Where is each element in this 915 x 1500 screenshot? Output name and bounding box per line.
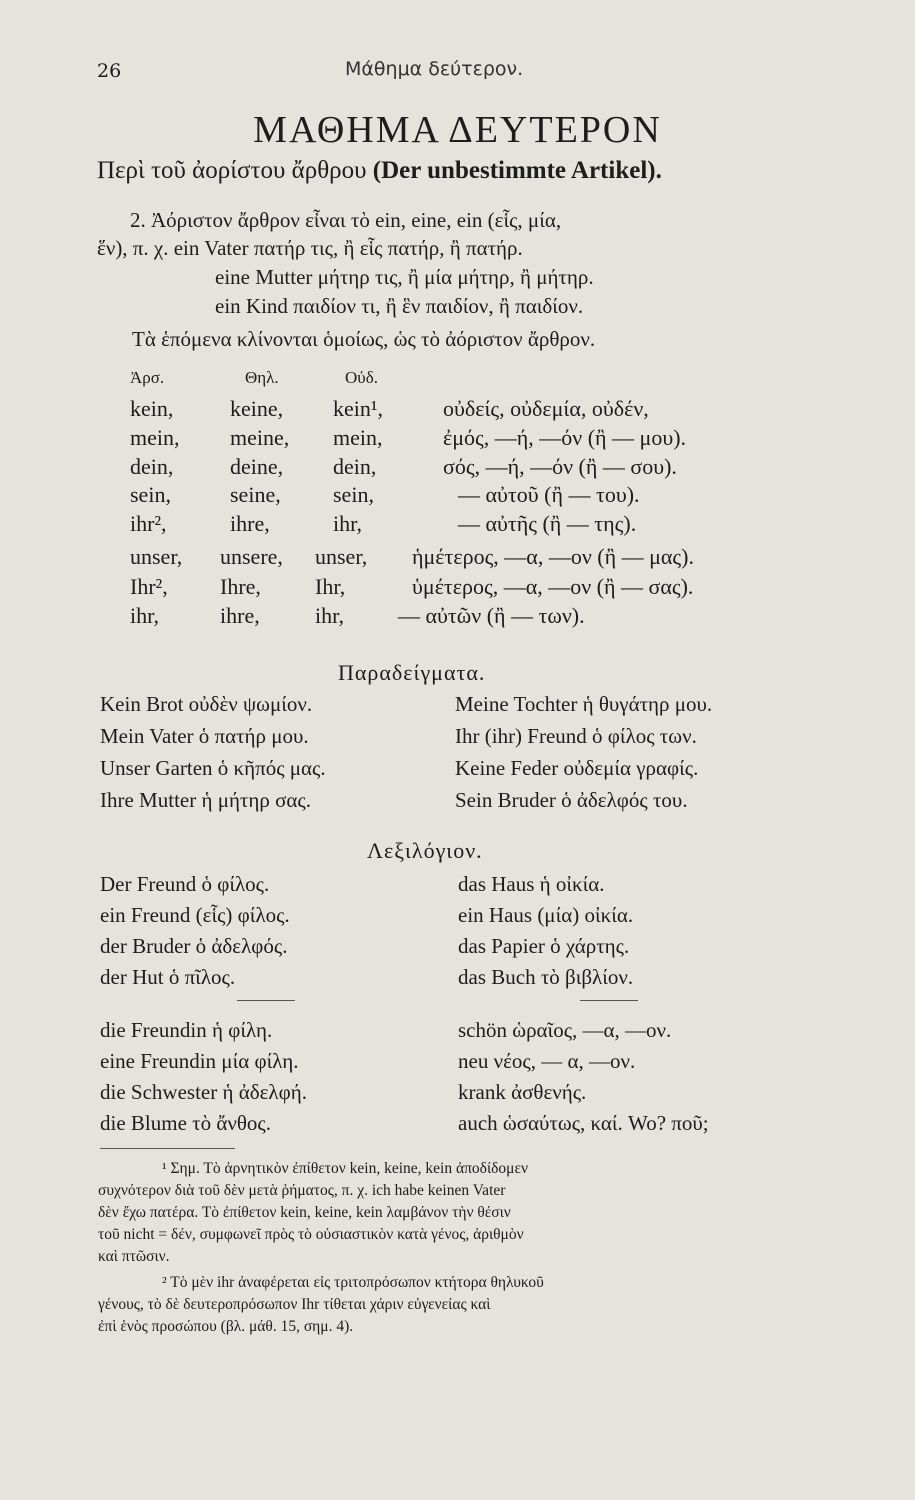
page-number: 26 — [97, 60, 122, 82]
example-right: Sein Bruder ὁ ἀδελφός του. — [455, 788, 688, 812]
vocab-divider — [237, 1000, 295, 1001]
vocab-left: der Bruder ὁ ἀδελφός. — [100, 934, 288, 958]
decl-m: dein, — [130, 454, 174, 479]
vocab-right: ein Haus (μία) οἰκία. — [458, 903, 634, 927]
lesson-title: ΜΑΘΗΜΑ ΔΕΥΤΕΡΟΝ — [253, 109, 662, 151]
subtitle-german: (Der unbestimmte Artikel). — [372, 157, 662, 184]
intro-line: 2. Ἀόριστον ἄρθρον εἶναι τὸ ein, eine, ein (εἷς, μία, — [130, 208, 562, 232]
decl-greek: ὑμέτερος, —α, —ον (ἢ — σας). — [412, 574, 694, 599]
footnote-line: ² Τὸ μὲν ihr ἀναφέρεται εἰς τριτοπρόσωπον κτήτορα θηλυκοῦ — [162, 1274, 544, 1291]
intro-line: Τὰ ἑπόμενα κλίνονται ὁμοίως, ὡς τὸ ἀόριστον ἄρθρον. — [132, 327, 596, 351]
decl-greek: — αὐτῶν (ἢ — των). — [398, 603, 585, 628]
column-header-masculine: Ἀρσ. — [130, 368, 165, 387]
vocab-right: das Buch τὸ βιβλίον. — [458, 965, 634, 989]
vocab-right: schön ὡραῖος, —α, —ον. — [458, 1018, 672, 1042]
vocab-right: neu νέος, — α, —ον. — [458, 1049, 636, 1073]
decl-m: sein, — [130, 482, 171, 507]
decl-greek: σός, —ή, —όν (ἢ — σου). — [443, 454, 677, 479]
vocab-left: die Freundin ἡ φίλη. — [100, 1018, 273, 1042]
footnote-line: γένους, τὸ δὲ δευτεροπρόσωπον Ihr τίθεται χάριν εὐγενείας καὶ — [98, 1296, 491, 1313]
decl-n: kein¹, — [333, 396, 383, 421]
decl-m: kein, — [130, 396, 174, 421]
decl-n: ihr, — [315, 603, 345, 628]
decl-f: unsere, — [220, 544, 283, 569]
decl-n: unser, — [315, 544, 368, 569]
decl-m: Ihr², — [130, 574, 168, 599]
vocab-left: eine Freundin μία φίλη. — [100, 1049, 299, 1073]
intro-line: ἕν), π. χ. ein Vater πατήρ τις, ἢ εἷς πατήρ, ἢ πατήρ. — [97, 236, 523, 260]
example-right: Meine Tochter ἡ θυγάτηρ μου. — [455, 692, 713, 716]
examples-heading: Παραδείγματα. — [338, 660, 486, 685]
example-left: Mein Vater ὁ πατήρ μου. — [100, 724, 309, 748]
decl-m: mein, — [130, 425, 180, 450]
decl-greek: ἡμέτερος, —α, —ον (ἢ — μας). — [412, 544, 694, 569]
decl-n: ihr, — [333, 511, 363, 536]
decl-greek: ἐμός, —ή, —όν (ἢ — μου). — [443, 425, 687, 450]
footnote-line: ¹ Σημ. Τὸ ἀρνητικὸν ἐπίθετον kein, keine, kein ἀποδίδομεν — [162, 1160, 528, 1177]
decl-greek: — αὐτῆς (ἢ — της). — [458, 511, 637, 536]
vocab-right: das Haus ἡ οἰκία. — [458, 872, 605, 896]
example-right: Ihr (ihr) Freund ὁ φίλος των. — [455, 724, 697, 748]
decl-greek: οὐδείς, οὐδεμία, οὐδέν, — [443, 396, 649, 421]
decl-f: meine, — [230, 425, 290, 450]
decl-n: mein, — [333, 425, 383, 450]
column-header-feminine: Θηλ. — [245, 368, 279, 387]
vocab-right: krank ἀσθενής. — [458, 1080, 587, 1104]
decl-greek: — αὐτοῦ (ἢ — του). — [458, 482, 640, 507]
decl-n: Ihr, — [315, 574, 346, 599]
example-left: Kein Brot οὐδὲν ψωμίον. — [100, 692, 313, 716]
decl-m: unser, — [130, 544, 183, 569]
vocab-left: Der Freund ὁ φίλος. — [100, 872, 270, 896]
vocab-divider — [580, 1000, 638, 1001]
decl-n: dein, — [333, 454, 377, 479]
decl-n: sein, — [333, 482, 374, 507]
vocab-right: das Papier ὁ χάρτης. — [458, 934, 630, 958]
footnote-line: ἐπὶ ἑνὸς προσώπου (βλ. μάθ. 15, σημ. 4). — [98, 1318, 354, 1335]
vocab-left: ein Freund (εἷς) φίλος. — [100, 903, 290, 927]
decl-m: ihr², — [130, 511, 167, 536]
decl-m: ihr, — [130, 603, 160, 628]
vocab-right: auch ὡσαύτως, καί. Wo? ποῦ; — [458, 1111, 709, 1135]
decl-f: keine, — [230, 396, 284, 421]
running-title: Μάθημα δεύτερον. — [345, 58, 524, 80]
footnote-line: καὶ πτῶσιν. — [98, 1248, 170, 1265]
decl-f: seine, — [230, 482, 281, 507]
decl-f: deine, — [230, 454, 284, 479]
intro-line: ein Kind παιδίον τι, ἢ ἓν παιδίον, ἢ παιδίον. — [215, 294, 584, 318]
decl-f: ihre, — [230, 511, 270, 536]
example-left: Ihre Mutter ἡ μήτηρ σας. — [100, 788, 311, 812]
vocab-left: die Schwester ἡ ἀδελφή. — [100, 1080, 307, 1104]
vocab-left: der Hut ὁ πῖλος. — [100, 965, 236, 989]
example-right: Keine Feder οὐδεμία γραφίς. — [455, 756, 699, 780]
footnote-line: συχνότερον διὰ τοῦ δὲν μετὰ ῥήματος, π. χ. ich habe keinen Vater — [98, 1182, 506, 1199]
lesson-subtitle — [97, 157, 662, 185]
subtitle-greek: Περὶ τοῦ ἀορίστου ἄρθρου — [97, 157, 367, 184]
decl-f: ihre, — [220, 603, 260, 628]
column-header-neuter: Οὐδ. — [345, 368, 378, 387]
footnote-line: τοῦ nicht = δέν, συμφωνεῖ πρὸς τὸ οὐσιαστικὸν κατὰ γένος, ἀριθμὸν — [98, 1226, 524, 1243]
decl-f: Ihre, — [220, 574, 261, 599]
footnote-divider — [100, 1148, 235, 1149]
vocabulary-heading: Λεξιλόγιον. — [367, 838, 483, 863]
example-left: Unser Garten ὁ κῆπός μας. — [100, 756, 326, 780]
intro-line: eine Mutter μήτηρ τις, ἢ μία μήτηρ, ἢ μήτηρ. — [215, 265, 594, 289]
footnote-line: δὲν ἔχω πατέρα. Τὸ ἐπίθετον kein, keine, kein λαμβάνον τὴν θέσιν — [98, 1204, 511, 1221]
vocab-left: die Blume τὸ ἄνθος. — [100, 1111, 271, 1135]
